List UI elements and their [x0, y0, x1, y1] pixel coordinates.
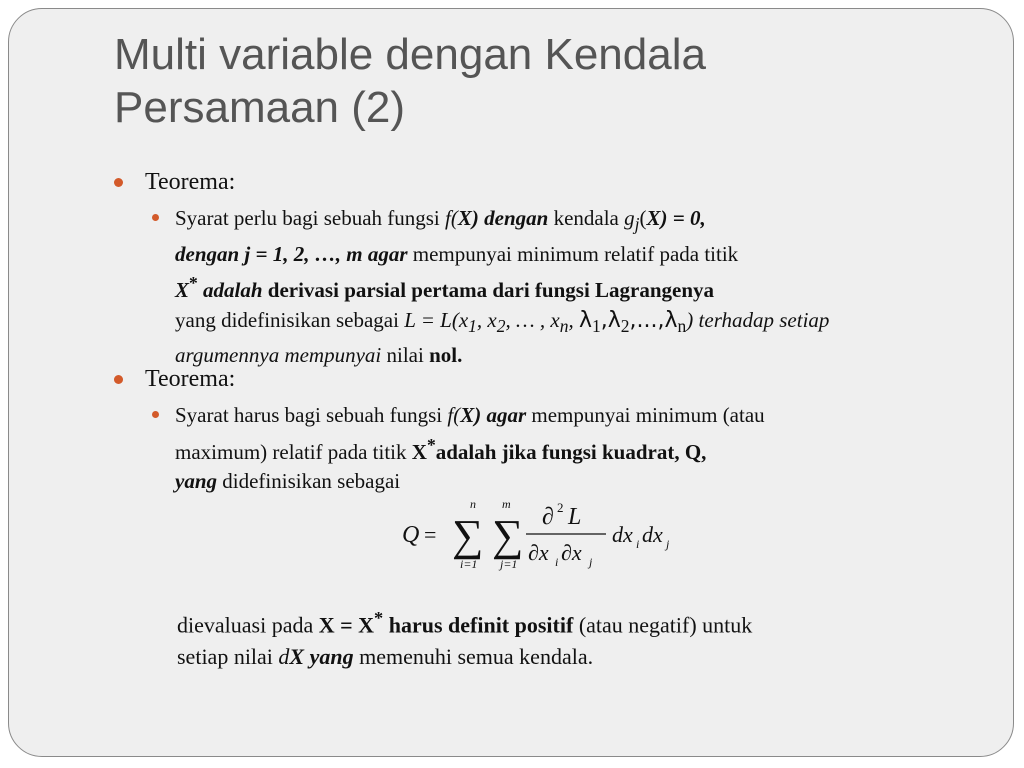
teorema-2-label: Teorema: [145, 366, 236, 392]
sub1-line-4: yang didefinisikan sebagai $L = L(x_1$, $x_2$, … , $x_n$, $\lambda_1,\lambda_2,...,\lambda_n$) terhadap setiap [175, 307, 830, 336]
sub2-line-2: maximum) relatif pada titik X*adalah jika fungsi kuadrat, Q, [175, 434, 707, 464]
sub-bullet-1-text [175, 204, 965, 371]
sub1-line-2: dengan j = 1, 2, …, m agar mempunyai minimum relatif pada titik [175, 241, 739, 266]
tail-sub-i: i [636, 537, 640, 551]
sub1-line-5: argumennya mempunyai nilai nol. [175, 343, 463, 368]
formula-lhs: Q [402, 522, 420, 548]
formula-equals: = [424, 522, 437, 547]
tail-line-1: dievaluasi pada X = X* harus definit positif (atau negatif) untuk [177, 608, 753, 638]
sum1-sigma: ∑ [452, 511, 484, 560]
sum2-lower: j=1 [500, 557, 518, 571]
teorema-1-label: Teorema: [145, 169, 236, 195]
slide-title [114, 28, 954, 134]
sub2-line-3: yang didefinisikan sebagai [175, 469, 401, 493]
tail-line-2: setiap nilai dX yang memenuhi semua kendala. [177, 644, 594, 670]
sum2-upper: m [502, 497, 511, 511]
sub-bullet-dot [152, 214, 159, 221]
quadratic-form-formula [400, 498, 700, 580]
evaluation-paragraph [177, 602, 957, 673]
numerator-L: L [568, 504, 582, 530]
denominator-part2: ∂x [561, 540, 582, 565]
bullet-dot [114, 375, 123, 384]
sum1-upper: n [470, 497, 476, 511]
sub2-line-1: Syarat harus bagi sebuah fungsi f(X) agar mempunyai minimum (atau [175, 403, 765, 427]
sub1-line-1: Syarat perlu bagi sebuah fungsi f(X) dengan kendala $g_j(X) = 0$, [175, 206, 706, 235]
sum2-sigma: ∑ [492, 511, 524, 560]
numerator-exponent: 2 [557, 500, 564, 515]
sub-bullet-2-text [175, 401, 965, 497]
tail-sub-j: j [666, 537, 670, 551]
sum1-lower: i=1 [460, 557, 478, 571]
title-line-2: Persamaan (2) [114, 83, 406, 132]
bullet-dot [114, 178, 123, 187]
tail-dx-1: dx [612, 522, 633, 547]
numerator-partial: ∂ [542, 504, 554, 530]
tail-dx-2: dx [642, 522, 663, 547]
formula-svg [400, 498, 700, 580]
title-line-1: Multi variable dengan Kendala [114, 30, 706, 79]
sub1-line-3: X* adalah derivasi parsial pertama dari fungsi Lagrangenya [175, 273, 715, 303]
denominator-part1: ∂x [528, 540, 549, 565]
denominator-sub-i: i [555, 555, 559, 569]
sub-bullet-dot [152, 411, 159, 418]
denominator-sub-j: j [589, 555, 593, 569]
